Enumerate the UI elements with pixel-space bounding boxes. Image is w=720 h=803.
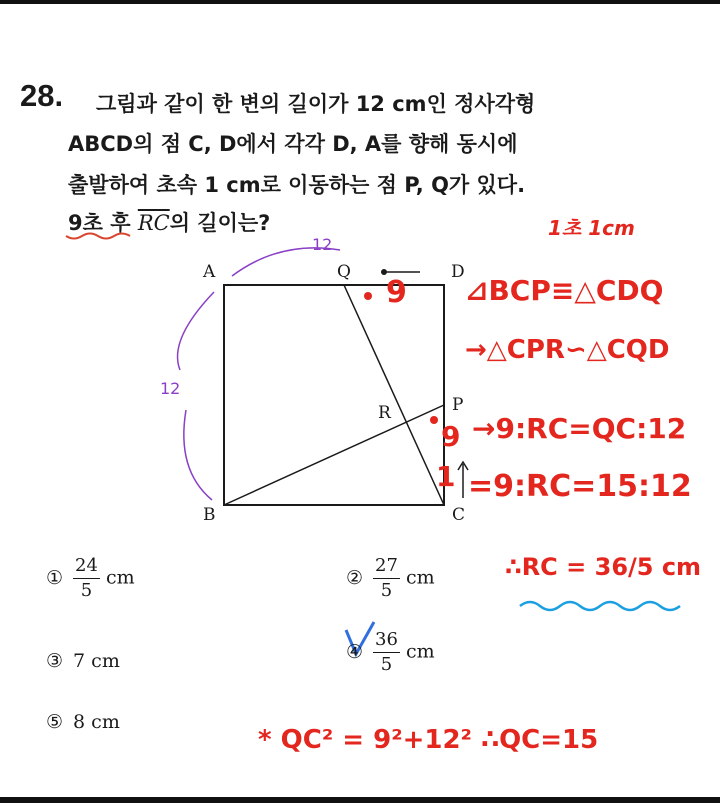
choice-5-number: ⑤ <box>46 711 64 733</box>
hand-step-3: →9:RC=QC:12 <box>472 412 687 445</box>
hand-step-5: ∴RC = 36/5 cm <box>505 553 702 581</box>
label-q: Q <box>337 262 351 282</box>
choice-4-fraction <box>373 630 400 675</box>
choice-1-fraction <box>73 556 100 601</box>
hand-step-2: →△CPR∽△CQD <box>465 335 670 365</box>
segment-bp <box>224 405 444 505</box>
choice-2[interactable] <box>346 556 435 601</box>
question-line-1: 그림과 같이 한 변의 길이가 12 cm인 정사각형 <box>96 92 536 116</box>
hand-step-4: =9:RC=15:12 <box>468 469 692 504</box>
choice-3-number: ③ <box>46 650 64 672</box>
label-r: R <box>378 403 391 423</box>
choice-1[interactable] <box>46 556 135 601</box>
choice-4-numerator: 36 <box>373 630 400 653</box>
label-p: P <box>452 395 464 415</box>
hand-near-p: 9 <box>441 420 461 453</box>
choice-2-denominator: 5 <box>380 580 393 601</box>
choice-1-denominator: 5 <box>80 580 93 601</box>
question-line-3: 출발하여 초속 1 cm로 이동하는 점 P, Q가 있다. <box>68 173 526 197</box>
choice-2-numerator: 27 <box>373 556 400 579</box>
hand-side-top: 12 <box>312 235 333 254</box>
choice-1-number: ① <box>46 566 64 589</box>
underline-mark <box>66 234 130 239</box>
square-abcd <box>224 285 444 505</box>
question-number: 28. <box>20 78 64 113</box>
choice-1-unit: cm <box>105 566 135 589</box>
segment-rc: $\overline{RC}$ <box>137 211 170 235</box>
label-a: A <box>203 262 216 282</box>
label-b: B <box>203 505 216 525</box>
choice-4[interactable] <box>346 630 435 675</box>
label-d: D <box>451 262 465 282</box>
hand-step-1: ⊿BCP≡△CDQ <box>465 274 664 307</box>
question-line-4-prefix: 9초 후 <box>68 211 138 235</box>
dot-q <box>364 292 372 300</box>
bottom-border <box>0 797 720 803</box>
hand-near-q: 9 <box>386 275 407 310</box>
arc-left-lower <box>184 410 212 500</box>
hand-near-c: 1 <box>436 460 456 493</box>
choice-2-unit: cm <box>405 566 435 589</box>
label-c: C <box>452 505 466 525</box>
choice-2-fraction <box>373 556 400 601</box>
hand-bottom-note: * QC² = 9²+12² ∴QC=15 <box>258 725 599 755</box>
arc-left-upper <box>178 292 214 370</box>
blue-underline <box>520 602 680 610</box>
choice-1-numerator: 24 <box>73 556 100 579</box>
choice-4-unit: cm <box>405 640 435 663</box>
dot-p <box>430 416 438 424</box>
arrow-q-dot <box>381 269 387 275</box>
question-line-2: ABCD의 점 C, D에서 각각 D, A를 향해 동시에 <box>68 132 518 156</box>
question-line-4-suffix: 의 길이는? <box>169 211 271 235</box>
choice-4-number: ④ <box>346 640 364 663</box>
choice-5[interactable] <box>46 711 120 733</box>
choice-3-text: 7 cm <box>73 650 120 672</box>
choice-4-denominator: 5 <box>380 654 393 675</box>
choice-5-text: 8 cm <box>73 711 120 733</box>
choice-2-number: ② <box>346 566 364 589</box>
segment-qc <box>344 285 444 505</box>
hand-speed-note: 1초 1cm <box>548 216 635 240</box>
hand-side-left: 12 <box>160 379 181 398</box>
choice-3[interactable] <box>46 650 120 672</box>
